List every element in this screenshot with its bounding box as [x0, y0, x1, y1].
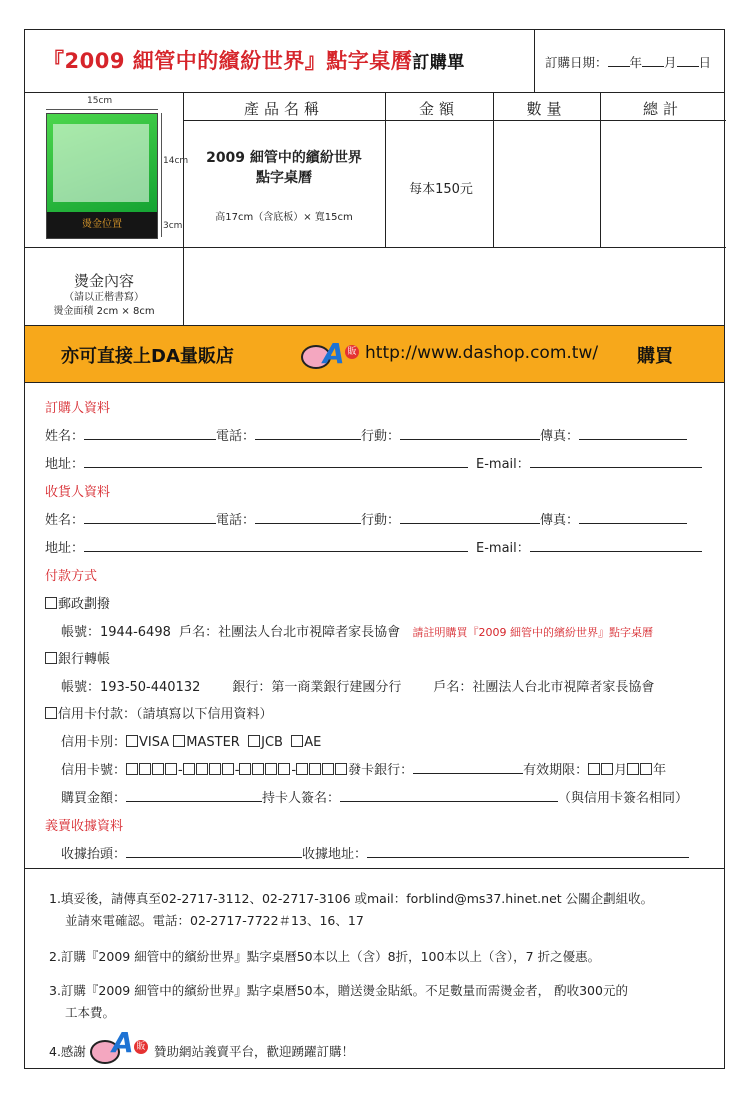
order-form — [24, 29, 725, 1069]
recipient-fax-label: 傳真： — [540, 513, 580, 528]
receipt-title-field[interactable] — [126, 844, 302, 858]
orderer-fax-field[interactable] — [579, 426, 687, 440]
postal-holder: 戶名：社團法人台北市視障者家長協會 — [179, 625, 401, 640]
orderer-mobile-label: 行動： — [361, 429, 401, 444]
orderer-phone-field[interactable] — [255, 426, 361, 440]
issuing-bank-label: 發卡銀行： — [348, 763, 414, 778]
credit-option[interactable] — [45, 703, 273, 722]
orderer-email-field[interactable] — [530, 454, 702, 468]
expiry-label: 有效期限： — [523, 763, 589, 778]
note-3 — [49, 980, 628, 1024]
recipient-name-label: 姓名： — [45, 513, 85, 528]
col-price: 金額 — [418, 100, 459, 118]
logo-badge: 販 — [134, 1040, 148, 1054]
orderer-address-field[interactable] — [84, 454, 468, 468]
master-label: MASTER — [186, 735, 240, 750]
recipient-phone-field[interactable] — [255, 510, 361, 524]
recipient-row-1 — [45, 509, 687, 528]
recipient-section-title: 收貨人資料 — [45, 485, 111, 500]
bank-holder: 戶名：社團法人台北市視障者家長協會 — [433, 680, 655, 695]
orderer-fax-label: 傳真： — [540, 429, 580, 444]
dim-bottom: 3cm — [163, 221, 183, 231]
visa-label: VISA — [139, 735, 170, 750]
expiry-year-box-2[interactable] — [640, 763, 652, 775]
orderer-phone-label: 電話： — [216, 429, 256, 444]
note-4-suffix: 贊助網站義賣平台，歡迎踴躍訂購！ — [153, 1044, 354, 1059]
title-bracket-open: 『 — [43, 49, 65, 73]
order-date-label: 訂購日期： — [545, 55, 608, 70]
product-name — [189, 148, 379, 188]
visa-checkbox[interactable] — [126, 735, 138, 747]
note-3-line1: 3.訂購『2009 細管中的繽紛世界』點字桌曆50本，贈送燙金貼紙。不足數量而需燙金者， 酌收300元的 — [49, 983, 628, 998]
hot-stamp-position: 燙金位置 — [47, 212, 157, 238]
hot-stamp-content-field[interactable] — [184, 248, 725, 324]
amount-field[interactable] — [126, 788, 262, 802]
postal-note: 請註明購買『2009 細管中的繽紛世界』點字桌曆 — [412, 626, 654, 639]
recipient-mobile-field[interactable] — [400, 510, 540, 524]
orderer-row-1 — [45, 425, 687, 444]
card-type-row — [61, 731, 321, 750]
col-product-name: 產品名稱 — [243, 100, 324, 118]
order-day-field[interactable] — [677, 54, 699, 67]
signature-field[interactable] — [340, 788, 558, 802]
recipient-name-field[interactable] — [84, 510, 216, 524]
note-3-line2: 工本費。 — [65, 1005, 116, 1020]
card-number-label: 信用卡號： — [61, 763, 127, 778]
title-bracket-close: 』 — [304, 49, 327, 73]
receipt-address-label: 收據地址： — [302, 847, 368, 862]
payment-section-title: 付款方式 — [45, 569, 98, 584]
recipient-email-label: E-mail： — [476, 541, 530, 556]
da-shop-logo — [301, 337, 361, 370]
hot-stamp-area-size: 燙金面積 2cm × 8cm — [53, 306, 155, 317]
recipient-mobile-label: 行動： — [361, 513, 401, 528]
expiry-month-label: 月 — [614, 763, 628, 778]
postal-details — [61, 621, 653, 640]
order-date — [545, 53, 711, 71]
bank-name: 銀行：第一商業銀行建國分行 — [232, 680, 402, 695]
orderer-name-label: 姓名： — [45, 429, 85, 444]
credit-label: 信用卡付款：（請填寫以下信用資料） — [58, 707, 273, 722]
calendar-image — [46, 113, 158, 239]
banner-text: 亦可直接上DA量販店 — [61, 346, 234, 367]
dim-width: 15cm — [87, 96, 113, 106]
product-name-line1: 2009 細管中的繽紛世界 — [206, 150, 362, 166]
orderer-address-label: 地址： — [45, 457, 85, 472]
amount-row — [61, 787, 688, 806]
shop-banner — [25, 325, 724, 383]
bank-checkbox[interactable] — [45, 652, 57, 664]
postal-option[interactable] — [45, 593, 110, 612]
recipient-address-field[interactable] — [84, 538, 468, 552]
card-type-label: 信用卡別： — [61, 735, 127, 750]
title-main: 2009 細管中的繽紛世界 — [64, 49, 305, 73]
recipient-email-field[interactable] — [530, 538, 702, 552]
postal-checkbox[interactable] — [45, 597, 57, 609]
quantity-field[interactable] — [494, 121, 599, 246]
month-label: 月 — [664, 55, 677, 70]
expiry-month-box-1[interactable] — [588, 763, 600, 775]
signature-label: 持卡人簽名： — [262, 791, 341, 806]
logo-letter: A — [111, 1026, 134, 1059]
amount-label: 購買金額： — [61, 791, 127, 806]
note-4 — [49, 1026, 354, 1064]
issuing-bank-field[interactable] — [413, 760, 523, 774]
orderer-email-label: E-mail： — [476, 457, 530, 472]
product-name-line2: 點字桌曆 — [256, 170, 312, 186]
postal-label: 郵政劃撥 — [58, 597, 111, 612]
orderer-row-2 — [45, 453, 702, 472]
form-header — [25, 30, 724, 93]
col-total: 總計 — [642, 100, 683, 118]
orderer-name-field[interactable] — [84, 426, 216, 440]
card-number-field[interactable]: - - - — [126, 763, 348, 778]
expiry-year-label: 年 — [653, 763, 667, 778]
ae-checkbox[interactable] — [291, 735, 303, 747]
hot-stamp-info — [25, 270, 183, 319]
note-2: 2.訂購『2009 細管中的繽紛世界』點字桌曆50本以上（含）8折，100本以上（含），7 折之優惠。 — [49, 949, 601, 964]
note-1-line1: 1.填妥後，請傳真至02-2717-3112、02-2717-3106 或mail：forblind@ms37.hinet.net 公關企劃組收。 — [49, 891, 654, 906]
hot-stamp-note: （請以正楷書寫） — [64, 292, 144, 303]
bank-label: 銀行轉帳 — [58, 652, 111, 667]
ae-label: AE — [304, 735, 322, 750]
expiry-year-box-1[interactable] — [627, 763, 639, 775]
receipt-address-field[interactable] — [367, 844, 689, 858]
da-shop-logo-small — [90, 1026, 150, 1064]
order-year-field[interactable] — [608, 54, 630, 67]
note-1-line2: 並請來電確認。電話：02-2717-7722＃13、16、17 — [65, 913, 364, 928]
form-title — [43, 45, 465, 75]
jcb-checkbox[interactable] — [248, 735, 260, 747]
recipient-row-2 — [45, 537, 702, 556]
bank-account: 帳號：193-50-440132 — [61, 680, 201, 695]
logo-letter: A — [323, 337, 345, 370]
recipient-phone-label: 電話： — [216, 513, 256, 528]
postal-account: 帳號：1944-6498 — [61, 625, 171, 640]
note-4-prefix: 4.感謝 — [49, 1044, 86, 1059]
bank-option[interactable] — [45, 648, 110, 667]
product-price: 每本150元 — [409, 182, 473, 197]
bank-details — [61, 676, 654, 695]
receipt-row — [61, 843, 689, 862]
day-label: 日 — [698, 55, 712, 70]
credit-checkbox[interactable] — [45, 707, 57, 719]
card-number-row — [61, 759, 666, 778]
order-month-field[interactable] — [642, 54, 664, 67]
col-quantity: 數量 — [526, 100, 567, 118]
recipient-address-label: 地址： — [45, 541, 85, 556]
recipient-fax-field[interactable] — [579, 510, 687, 524]
master-checkbox[interactable] — [173, 735, 185, 747]
orderer-mobile-field[interactable] — [400, 426, 540, 440]
signature-note: （與信用卡簽名相同） — [558, 791, 689, 806]
dim-height: 14cm — [163, 156, 189, 166]
shop-url-link[interactable]: http://www.dashop.com.tw/ — [365, 343, 599, 363]
note-1 — [49, 888, 653, 932]
hot-stamp-title: 燙金內容 — [73, 272, 134, 290]
banner-buy: 購買 — [637, 346, 673, 367]
year-label: 年 — [629, 55, 643, 70]
total-field[interactable] — [601, 121, 725, 246]
expiry-month-box-2[interactable] — [601, 763, 613, 775]
receipt-title-label: 收據抬頭： — [61, 847, 127, 862]
receipt-section-title: 義賣收據資料 — [45, 819, 124, 834]
title-suffix-2: 訂購單 — [412, 53, 465, 73]
title-suffix-1: 點字桌曆 — [326, 49, 413, 73]
jcb-label: JCB — [261, 735, 283, 750]
orderer-section-title: 訂購人資料 — [45, 401, 111, 416]
product-size: 高17cm（含底板）× 寬15cm — [215, 212, 353, 223]
logo-badge: 販 — [345, 345, 359, 359]
